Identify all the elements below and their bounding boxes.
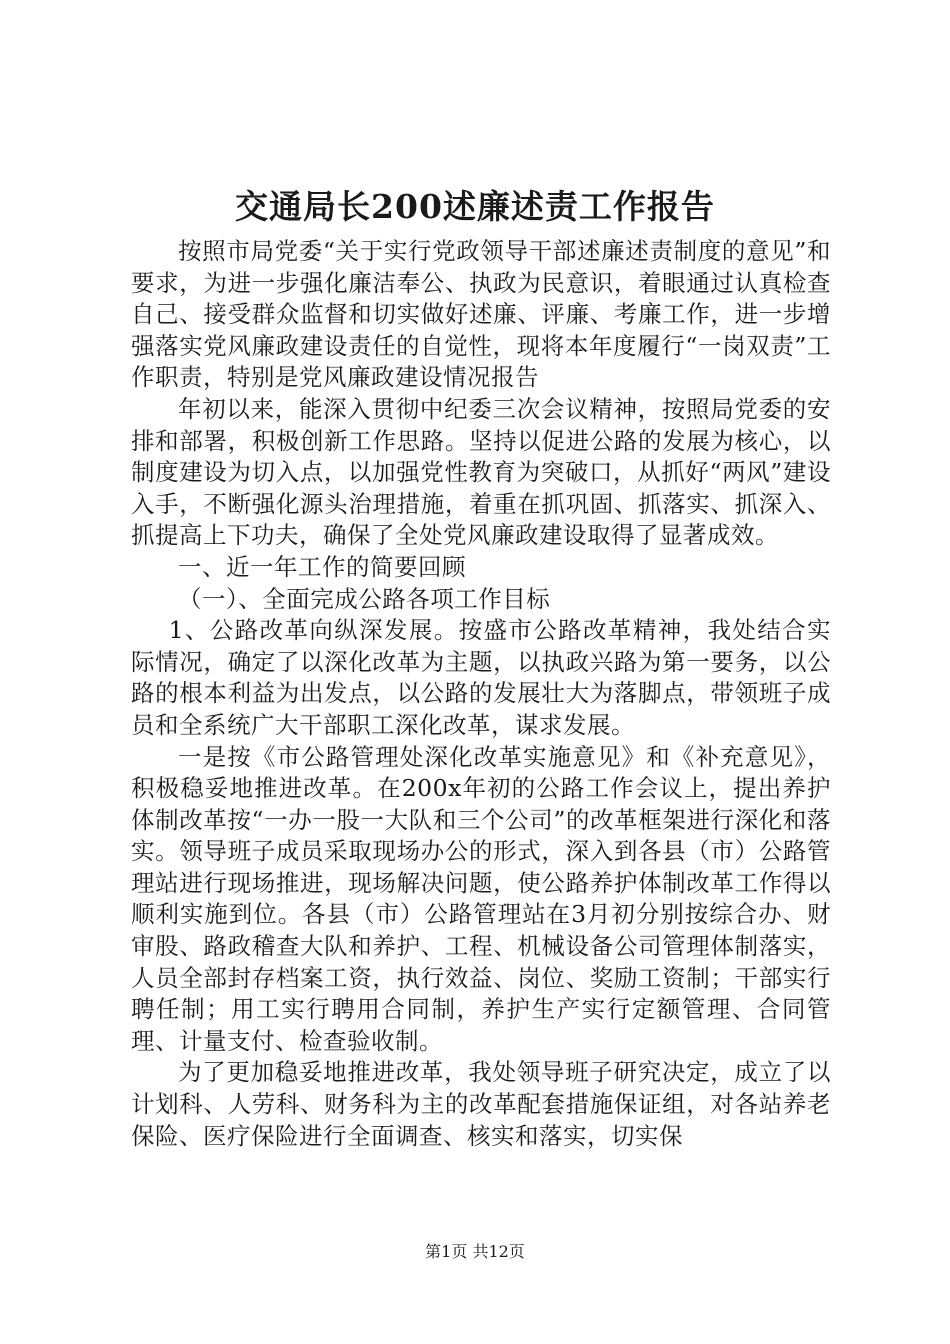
section-heading-1: 一、近一年工作的简要回顾 bbox=[178, 552, 466, 581]
paragraph-intro: 按照市局党委“关于实行党政领导干部述廉述责制度的意见”和要求，为进一步强化廉洁奉公、执政为民意识，着眼通过认真检查自己、接受群众监督和切实做好述廉、评廉、考廉工作，进一步增强落实党风廉政建设责任的自觉性，现将本年度履行“一岗双责”工作职责，特别是党风廉政建设情况报告 bbox=[131, 237, 831, 392]
paragraph-reform: 一是按《市公路管理处深化改革实施意见》和《补充意见》，积极稳妥地推进改革。在200x年初的公路工作会议上，提出养护体制改革按“一办一股一大队和三个公司”的改革框架进行深化和落实。领导班子成员采取现场办公的形式，深入到各县（市）公路管理站进行现场推进，现场解决问题，使公路养护体制改革工作得以顺利实施到位。各县（市）公路管理站在3月初分别按综合办、财审股、路政稽查大队和养护、工程、机械设备公司管理体制落实，人员全部封存档案工资，执行效益、岗位、奖励工资制；干部实行聘任制；用工实行聘用合同制，养护生产实行定额管理、合同管理、计量支付、检查验收制。 bbox=[131, 742, 831, 1055]
paragraph-summary: 年初以来，能深入贯彻中纪委三次会议精神，按照局党委的安排和部署，积极创新工作思路。坚持以促进公路的发展为核心，以制度建设为切入点，以加强党性教育为突破口，从抓好“两风”建设入手，不断强化源头治理措施，着重在抓巩固、抓落实、抓深入、抓提高上下功夫，确保了全处党风廉政建设取得了显著成效。 bbox=[131, 394, 831, 550]
paragraph-measures: 为了更加稳妥地推进改革，我处领导班子研究决定，成立了以计划科、人劳科、财务科为主的改革配套措施保证组，对各站养老保险、医疗保险进行全面调查、核实和落实，切实保 bbox=[131, 1058, 831, 1150]
page-footer: 第1页 共12页 bbox=[425, 1242, 525, 1261]
subsection-heading-1: （一）、全面完成公路各项工作目标 bbox=[178, 584, 551, 613]
document-title: 交通局长200述廉述责工作报告 bbox=[235, 187, 715, 226]
paragraph-item-1: 1、公路改革向纵深发展。按盛市公路改革精神，我处结合实际情况，确定了以深化改革为主题，以执政兴路为第一要务，以公路的根本利益为出发点，以公路的发展壮大为落脚点，带领班子成员和全系统广大干部职工深化改革，谋求发展。 bbox=[131, 616, 831, 739]
document-body bbox=[131, 236, 831, 1152]
